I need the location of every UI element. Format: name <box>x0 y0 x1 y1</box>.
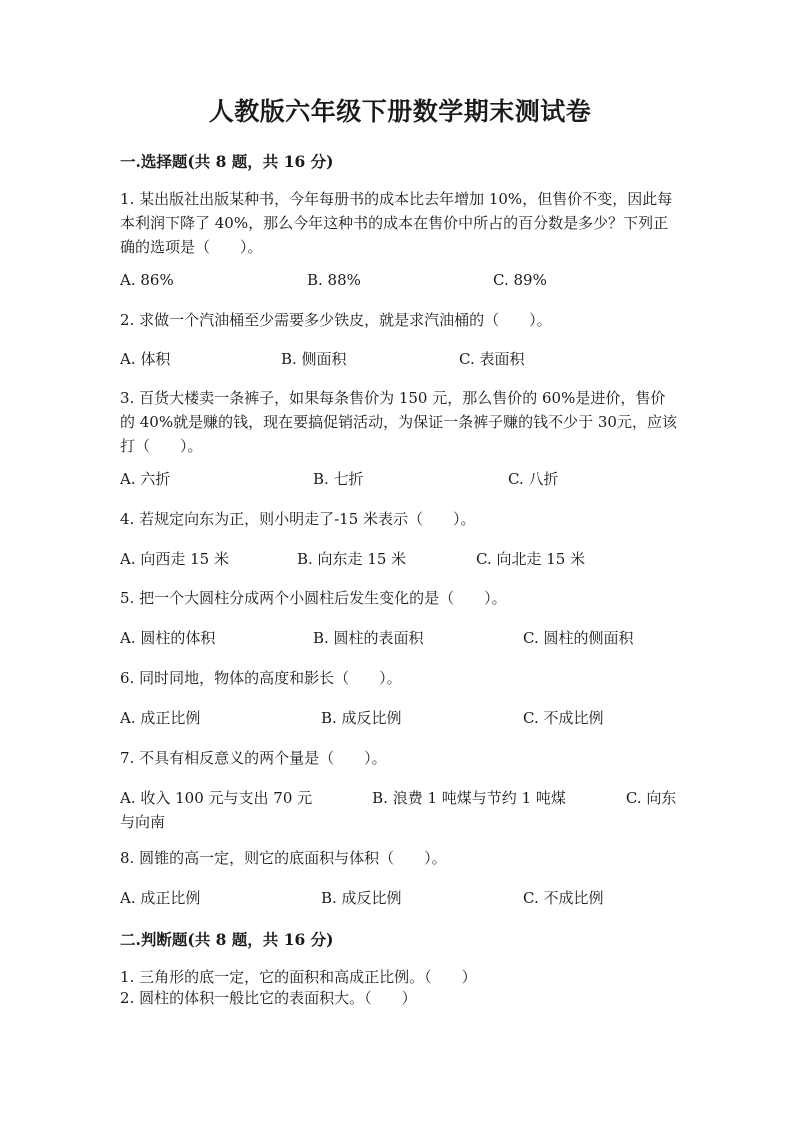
options-question-5 <box>120 626 685 650</box>
option-a: A. 86% <box>120 271 174 289</box>
option-b: B. 圆柱的表面积 <box>313 629 424 647</box>
option-c: C. 八折 <box>508 470 559 488</box>
options-question-7: A. 收入 100 元与支出 70 元 B. 浪费 1 吨煤与节约 1 吨煤 C. 向东与向南 <box>120 789 677 831</box>
option-a: A. 成正比例 <box>120 709 201 727</box>
option-b: B. 向东走 15 米 <box>297 550 407 568</box>
option-c: C. 圆柱的侧面积 <box>523 629 634 647</box>
options-question-2 <box>120 347 685 371</box>
option-b: B. 侧面积 <box>281 350 347 368</box>
option-b: B. 七折 <box>313 470 364 488</box>
option-a: A. 六折 <box>120 470 171 488</box>
option-a: A. 成正比例 <box>120 889 201 907</box>
options-question-4 <box>120 547 685 571</box>
options-question-6 <box>120 706 685 730</box>
option-b: B. 88% <box>307 271 361 289</box>
question-8: 8. 圆锥的高一定，则它的底面积与体积（ ）。 <box>120 849 447 867</box>
section-heading-choice: 一.选择题(共 8 题，共 16 分) <box>120 152 334 171</box>
option-a: A. 体积 <box>120 350 171 368</box>
options-question-3 <box>120 467 685 491</box>
option-b: B. 成反比例 <box>321 709 402 727</box>
option-c: C. 不成比例 <box>523 889 604 907</box>
options-question-8 <box>120 886 685 910</box>
judgement-item-2: 2. 圆柱的体积一般比它的表面积大。（ ） <box>120 989 417 1007</box>
option-c: C. 不成比例 <box>523 709 604 727</box>
section-heading-judgement: 二.判断题(共 8 题，共 16 分) <box>120 930 334 949</box>
question-5: 5. 把一个大圆柱分成两个小圆柱后发生变化的是（ ）。 <box>120 589 507 607</box>
options-question-1 <box>120 268 685 292</box>
page-title: 人教版六年级下册数学期末测试卷 <box>208 97 592 126</box>
option-a: A. 向西走 15 米 <box>120 550 229 568</box>
option-b: B. 成反比例 <box>321 889 402 907</box>
option-c: C. 89% <box>493 271 547 289</box>
option-c: C. 向北走 15 米 <box>476 550 586 568</box>
question-6: 6. 同时同地，物体的高度和影长（ ）。 <box>120 669 402 687</box>
option-a: A. 圆柱的体积 <box>120 629 216 647</box>
judgement-item-1: 1. 三角形的底一定，它的面积和高成正比例。（ ） <box>120 968 477 986</box>
question-3: 3. 百货大楼卖一条裤子，如果每条售价为 150 元，那么售价的 60%是进价，售价的 40%就是赚的钱，现在要搞促销活动，为保证一条裤子赚的钱不少于 30元，应该打（ ）。 <box>120 389 677 455</box>
question-4: 4. 若规定向东为正，则小明走了-15 米表示（ ）。 <box>120 510 476 528</box>
question-1: 1. 某出版社出版某种书，今年每册书的成本比去年增加 10%，但售价不变，因此每本利润下降了 40%，那么今年这种书的成本在售价中所占的百分数是多少？下列正确的选项是（ ）。 <box>120 190 673 256</box>
question-7: 7. 不具有相反意义的两个量是（ ）。 <box>120 749 387 767</box>
option-c: C. 表面积 <box>459 350 525 368</box>
question-2: 2. 求做一个汽油桶至少需要多少铁皮，就是求汽油桶的（ ）。 <box>120 311 552 329</box>
